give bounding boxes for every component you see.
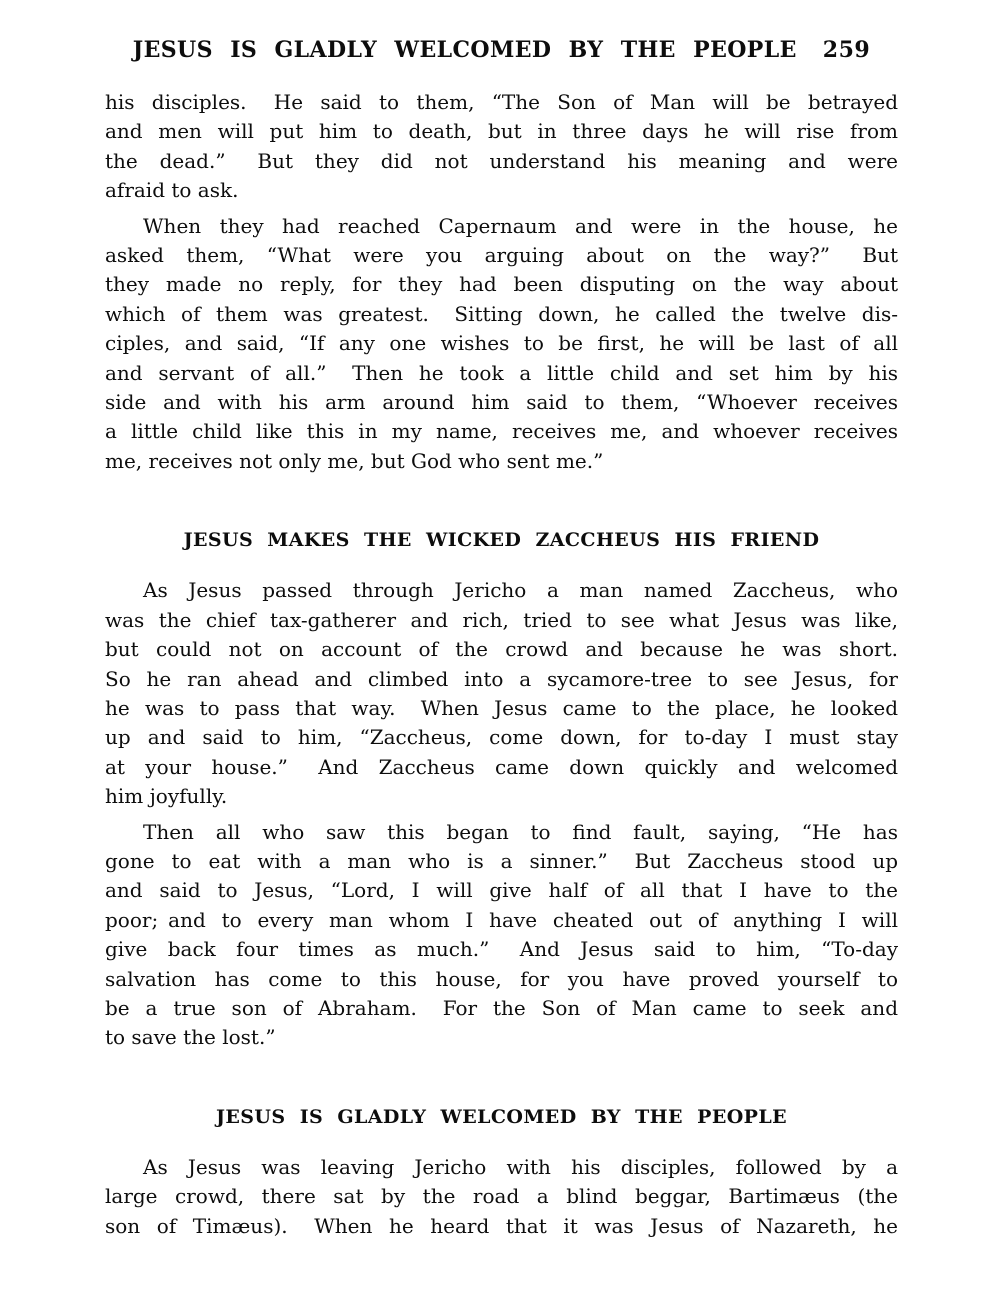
text-line: his disciples. He said to them, “The Son of Man will be betrayed [105,90,898,114]
text-line: large crowd, there sat by the road a blind beggar, Bartimæus (the [105,1184,898,1209]
text-line: the dead.” But they did not understand his meaning and were [105,148,898,173]
text-line: was the chief tax-gatherer and rich, tried to see what Jesus was like, [105,607,898,632]
section-heading: JESUS IS GLADLY WELCOMED BY THE PEOPLE [216,1105,787,1128]
text-line: salvation has come to this house, for you have proved yourself to [105,966,898,991]
text-line: side and with his arm around him said to them, “Whoever receives [105,390,898,415]
text-line: they made no reply, for they had been disputing on the way about [105,272,898,297]
text-line: As Jesus passed through Jericho a man named Zaccheus, who [143,578,898,603]
text-line: but could not on account of the crowd and because he was short. [105,637,898,662]
text-line: and said to Jesus, “Lord, I will give half of all that I have to the [105,878,898,903]
text-line: at your house.” And Zaccheus came down quickly and welcomed [105,754,898,779]
text-line: me, receives not only me, but God who sent me.” [105,448,604,473]
paragraph [105,818,898,1053]
text-line: asked them, “What were you arguing about on the way?” But [105,243,898,268]
paragraph [105,212,898,477]
text-line: afraid to ask. [105,178,239,203]
paragraph [105,1153,898,1241]
text-line: him joyfully. [105,784,228,809]
page-number: 259 [822,37,871,63]
text-line: to save the lost.” [105,1025,276,1050]
text-line: poor; and to every man whom I have cheated out of anything I will [105,907,898,932]
text-line: son of Timæus). When he heard that it was Jesus of Nazareth, he [105,1213,898,1238]
text-line: up and said to him, “Zaccheus, come down, for to-day I must stay [105,725,898,750]
text-line: So he ran ahead and climbed into a sycamore-tree to see Jesus, for [105,666,898,691]
text-line: and men will put him to death, but in three days he will rise from [105,119,898,144]
text-line: a little child like this in my name, receives me, and whoever receives [105,419,898,444]
paragraph [105,88,898,206]
text-line: which of them was greatest. Sitting down, he called the twelve dis- [105,301,898,326]
section-heading: JESUS MAKES THE WICKED ZACCHEUS HIS FRIEND [183,529,820,552]
text-line: be a true son of Abraham. For the Son of Man came to seek and [105,995,898,1020]
text-line: ciples, and said, “If any one wishes to be first, he will be last of all [105,331,898,356]
running-header [105,38,898,62]
page-body [105,88,898,1241]
text-line: As Jesus was leaving Jericho with his disciples, followed by a [143,1154,898,1179]
text-line: he was to pass that way. When Jesus came to the place, he looked [105,695,898,720]
text-line: When they had reached Capernaum and were in the house, he [143,213,898,238]
paragraph [105,576,898,811]
text-line: and servant of all.” Then he took a little child and set him by his [105,360,898,385]
text-line: gone to eat with a man who is a sinner.” But Zaccheus stood up [105,848,898,873]
running-header-title: JESUS IS GLADLY WELCOMED BY THE PEOPLE [132,37,797,63]
text-line: Then all who saw this began to find fault, saying, “He has [143,819,898,844]
text-line: give back four times as much.” And Jesus said to him, “To-day [105,937,898,962]
